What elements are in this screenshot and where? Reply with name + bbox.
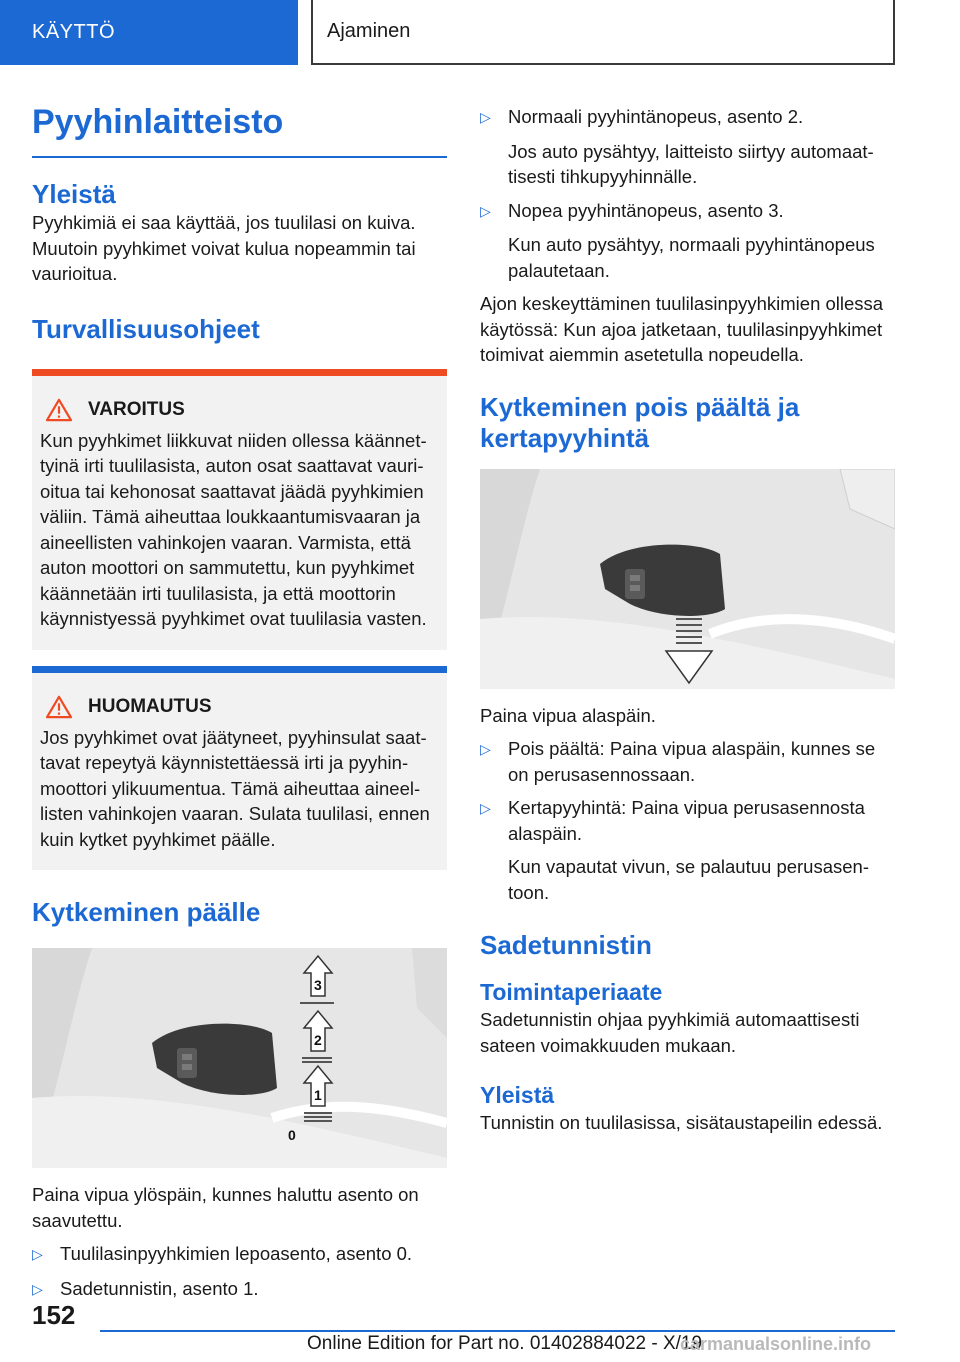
rain-sensor-heading: Sadetunnistin [480, 930, 652, 960]
notice-text: Jos pyyhkimet ovat jäätyneet, pyyhinsulat saattavat repeytyä käynnistettäessä irti ja pyyhinmoottori ylikuumentua. Tämä aiheuttaa aineellisten vahinkojen vaaran. Sulata tuulilasi, ennen kuin kytket pyyhkimet päälle. [40, 726, 430, 850]
figure-label-3: 3 [314, 977, 322, 993]
bullet-text: Tuulilasinpyyhkimien lepoasento, asento 0. [60, 1243, 413, 1264]
bullet-text: Normaali pyyhintänopeus, asento 2. [508, 106, 804, 127]
list-item [32, 1276, 447, 1303]
footer-divider [100, 1330, 895, 1332]
figure-label-0: 0 [288, 1127, 296, 1143]
triangle-right-icon: ▷ [32, 1280, 43, 1297]
list-item [480, 736, 896, 787]
interrupt-text: Ajon keskeyttäminen tuulilasinpyyhkimien ollessa käytössä: Kun ajoa jatketaan, tuulilasinpyyhkimet toimivat aiemmin asetetulla nopeudella. [480, 293, 884, 365]
warning-triangle-icon [44, 398, 74, 422]
page-title: Pyyhinlaitteisto [32, 98, 447, 158]
principle-heading: Toimintaperiaate [480, 979, 663, 1005]
warning-title-row [40, 398, 435, 422]
wiper-lever-down-illustration [480, 469, 895, 689]
warning-triangle-icon [44, 695, 74, 719]
bullet-subtext: Kun vapautat vivun, se palautuu perusasentoon. [508, 856, 870, 903]
bullet-text: Pois päältä: Paina vipua alaspäin, kunnes se on perusasennossaan. [508, 738, 876, 785]
switch-on-heading: Kytkeminen päälle [32, 897, 261, 927]
section-title: Ajaminen [311, 0, 895, 65]
press-down-text: Paina vipua alaspäin. [480, 704, 656, 726]
bullet-subtext: Jos auto pysähtyy, laitteisto siirtyy automaattisesti tihkupyyhinnälle. [508, 140, 874, 187]
triangle-right-icon: ▷ [480, 202, 491, 219]
bullet-text: Nopea pyyhintänopeus, asento 3. [508, 199, 784, 221]
triangle-right-icon: ▷ [480, 741, 491, 757]
warning-box [32, 369, 447, 650]
right-column [480, 104, 896, 1136]
general2-heading: Yleistä [480, 1082, 555, 1108]
wiper-lever-up-illustration [32, 948, 447, 1168]
page-number: 152 [32, 1300, 76, 1330]
triangle-right-icon: ▷ [32, 1246, 43, 1262]
notice-title: HUOMAUTUS [88, 695, 212, 717]
figure-label-2: 2 [314, 1032, 322, 1048]
chapter-tab: KÄYTTÖ [0, 0, 298, 65]
warning-text: Kun pyyhkimet liikkuvat niiden ollessa käännettyinä irti tuulilasista, auton osat saattavat vaurioitua tai kehonosat saattavat jäädä pyyhkimien väliin. Tämä aiheuttaa loukkaantumisvaaran ja aineellisten vahinkojen vaaran. Varmista, että auton moottori on sammutettu, kun pyyhkimet käännetään irti tuulilasista, ja että moottorin käynnistyessä pyyhkimet ovat tuulilasia vasten. [40, 429, 427, 629]
triangle-right-icon: ▷ [480, 800, 491, 816]
list-item [480, 795, 896, 846]
list-item [480, 104, 896, 131]
notice-box [32, 666, 447, 871]
switch-on-text: Paina vipua ylöspäin, kunnes haluttu asento on saavutettu. [32, 1184, 419, 1231]
wiper-lever-up-figure [32, 948, 447, 1168]
edition-text: Online Edition for Part no. 01402884022 - X/19 [307, 1333, 703, 1354]
general-text: Pyyhkimiä ei saa käyttää, jos tuulilasi on kuiva. Muutoin pyyhkimet voivat kulua nopeammin tai vaurioitua. [32, 212, 416, 284]
bullet-subtext: Kun auto pysähtyy, normaali pyyhintänopeus palautetaan. [508, 234, 875, 281]
principle-text: Sadetunnistin ohjaa pyyhkimiä automaattisesti sateen voimakkuuden mukaan. [480, 1009, 860, 1056]
list-item [480, 198, 896, 225]
notice-title-row [40, 695, 435, 719]
left-column [32, 98, 447, 1302]
watermark-text: carmanualsonline.info [680, 1334, 872, 1354]
safety-heading: Turvallisuusohjeet [32, 313, 260, 344]
figure-label-1: 1 [314, 1087, 322, 1103]
general2-text: Tunnistin on tuulilasissa, sisätaustapeilin edessä. [480, 1112, 883, 1133]
switch-off-heading: Kytkeminen pois päältä ja kertapyyhintä [480, 391, 800, 453]
list-item [32, 1241, 447, 1268]
warning-title: VAROITUS [88, 398, 185, 420]
wiper-lever-down-figure [480, 469, 895, 689]
bullet-text: Sadetunnistin, asento 1. [60, 1277, 259, 1299]
general-heading: Yleistä [32, 179, 116, 209]
triangle-right-icon: ▷ [480, 109, 491, 125]
bullet-text: Kertapyyhintä: Paina vipua perusasennosta alaspäin. [508, 797, 865, 844]
